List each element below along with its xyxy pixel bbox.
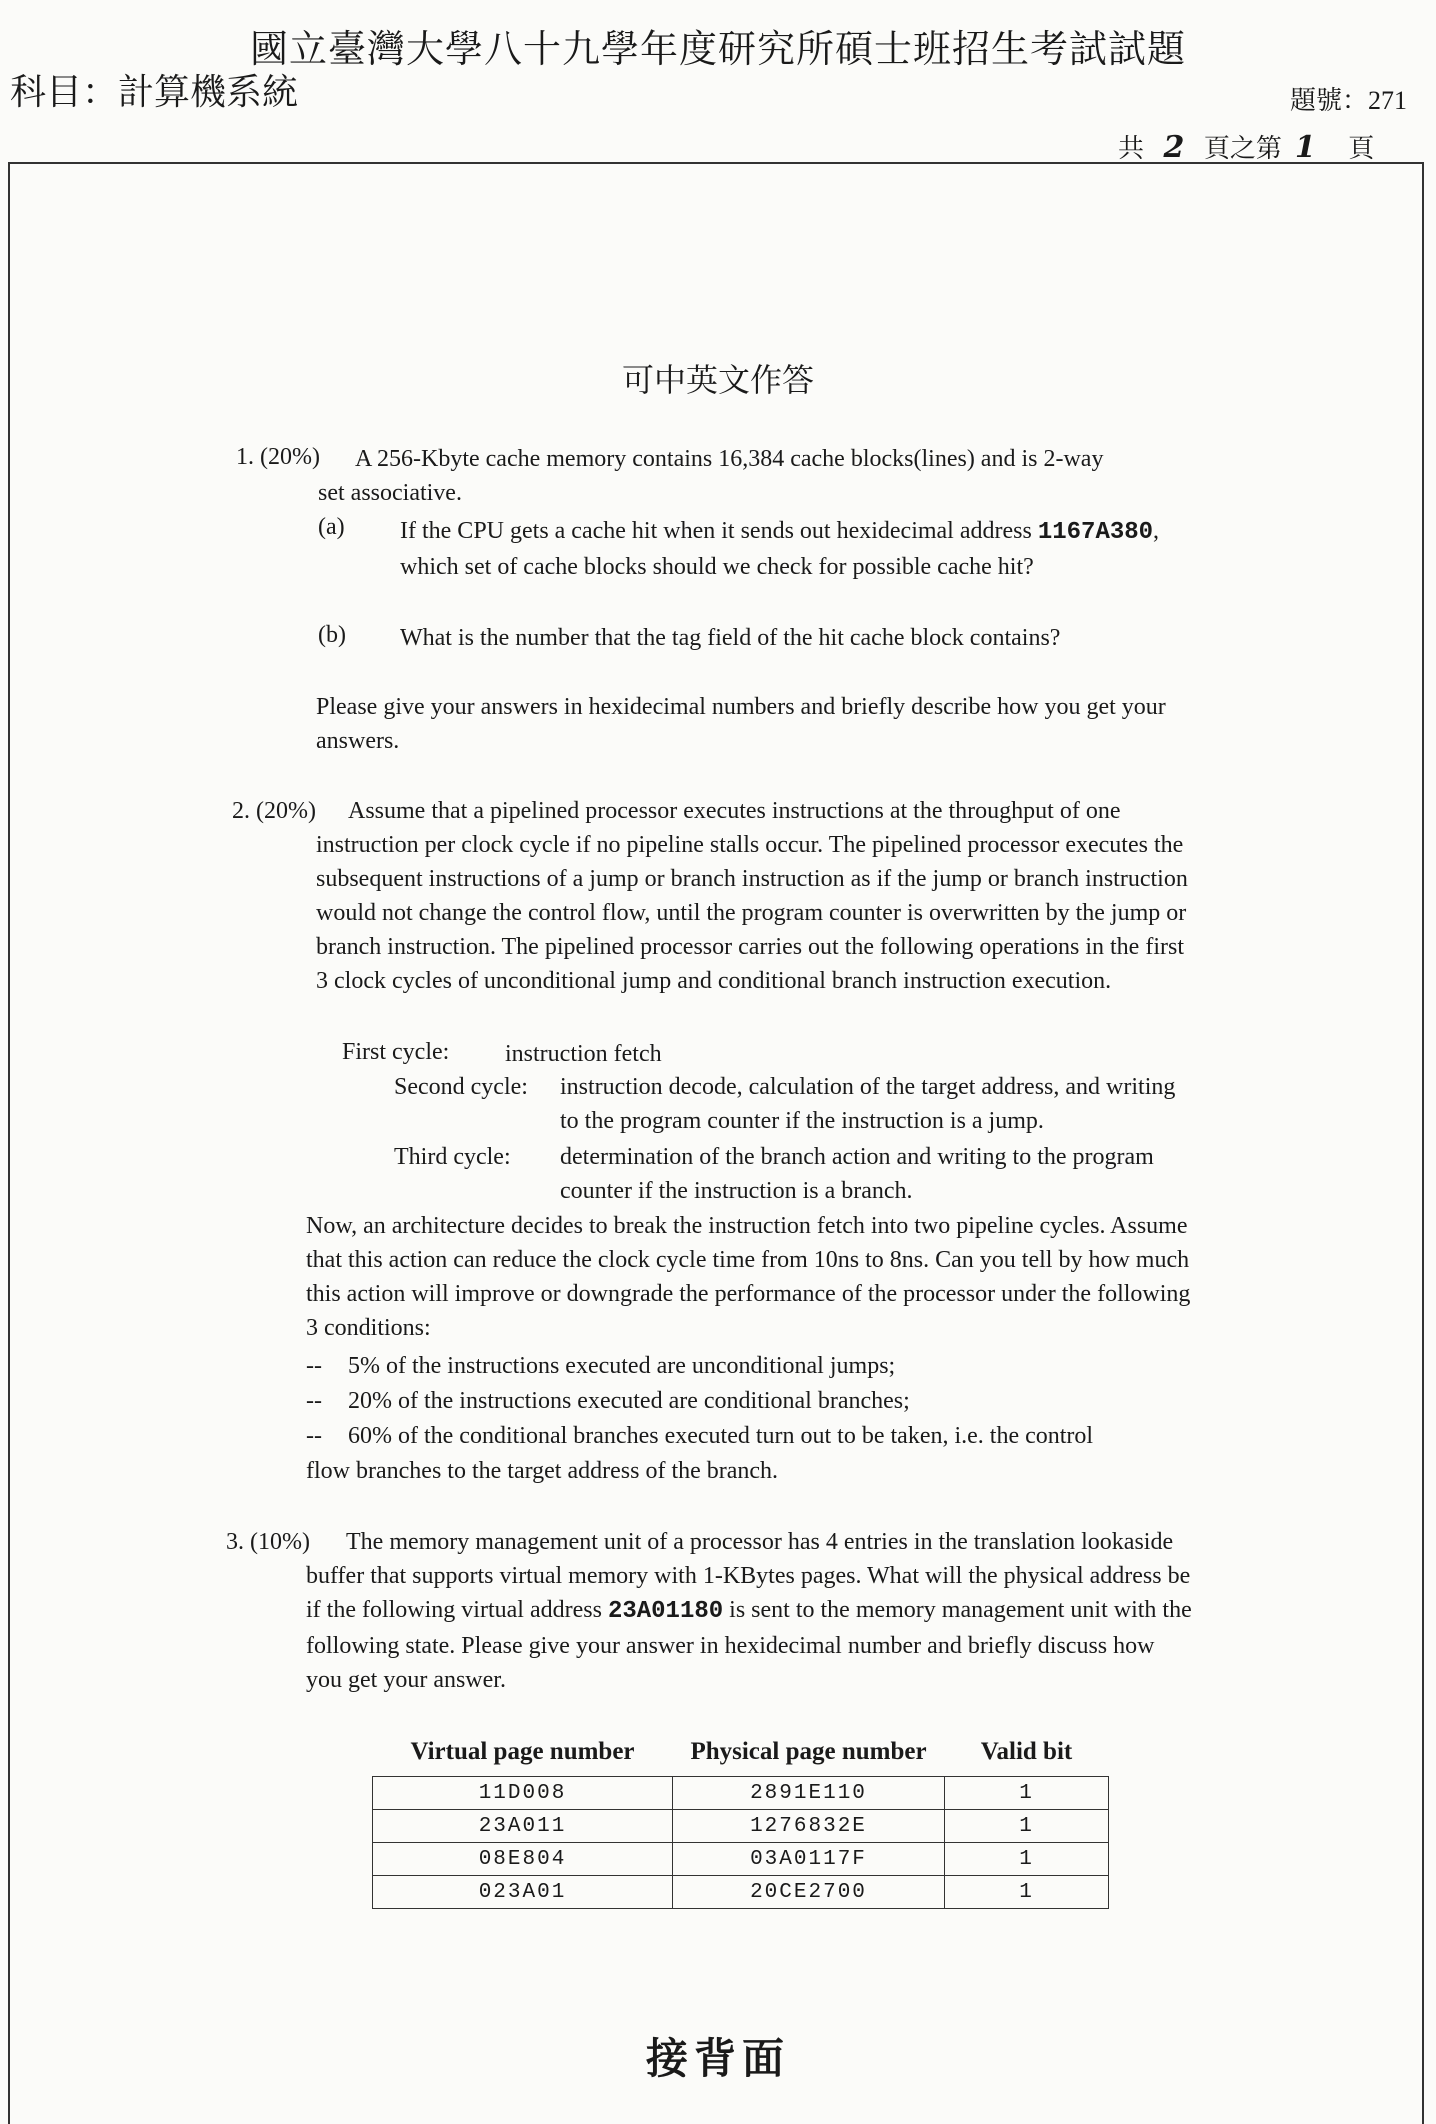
physical-page-cell: 20CE2700: [673, 1876, 945, 1909]
bullet3-text: 60% of the conditional branches executed turn out to be taken, i.e. the control: [348, 1423, 1094, 1449]
tlb-header-row: [373, 1738, 1109, 1777]
pages-total: 2: [1163, 130, 1185, 165]
virtual-page-cell: 11D008: [373, 1777, 673, 1810]
q2-paragraph: Assume that a pipelined processor executes instructions at the throughput of one instruction per clock cycle if no pipeline stalls occur. The pipelined processor executes the subsequent instructions of a jump or branch instruction as if the jump or branch instruction would not change the control flow, until the program counter is overwritten by the jump or branch instruction. The pipelined processor carries out the following operations in the first 3 clock cycles of unconditional jump and conditional branch instruction execution.: [316, 798, 1188, 994]
valid-bit-cell: 1: [945, 1843, 1109, 1876]
q1b-label: (b): [318, 622, 346, 648]
cycle3-text: determination of the branch action and writing to the program counter if the instruction is a branch.: [560, 1144, 1154, 1204]
table-row: [373, 1777, 1109, 1810]
tlb-table: [372, 1738, 1109, 1909]
q1-text-line1: A 256-Kbyte cache memory contains 16,384 cache blocks(lines) and is 2-way: [355, 446, 1104, 472]
q3-label: 3. (10%): [226, 1529, 310, 1555]
bullet2-dash: --: [306, 1388, 322, 1414]
subject-label: 科目：計算機系統: [10, 72, 299, 112]
exam-title: 國立臺灣大學八十九學年度研究所碩士班招生考試試題: [249, 29, 1186, 71]
q3-text-part1: The memory management unit of a processor has 4 entries in the translation lookaside buffer that supports virtual memory with 1-KBytes pages. What will the physical address be if the following virtual address: [306, 1529, 1191, 1623]
q1b-text: What is the number that the tag field of the hit cache block contains?: [400, 625, 1061, 651]
q3-address: 23A01180: [607, 1598, 724, 1625]
table-row: [373, 1876, 1109, 1909]
q2-label: 2. (20%): [232, 798, 316, 824]
cycle1-label: First cycle:: [342, 1039, 450, 1065]
cycle2-label: Second cycle:: [394, 1074, 528, 1100]
page-indicator: [1118, 128, 1374, 165]
bullet1-text: 5% of the instructions executed are unconditional jumps;: [348, 1353, 896, 1379]
answer-language-note: 可中英文作答: [621, 362, 814, 398]
bullet1-dash: --: [306, 1353, 322, 1379]
valid-bit-cell: 1: [945, 1777, 1109, 1810]
pages-prefix: 共: [1118, 134, 1145, 163]
q2-conditions-intro: Now, an architecture decides to break the instruction fetch into two pipeline cycles. Assume that this action can reduce the clock cycle time from 10ns to 8ns. Can you tell by how much this action will improve or downgrade the performance of the processor under the following 3 conditions:: [306, 1213, 1191, 1341]
q1a-text-part2: , which set of cache blocks should we check for possible cache hit?: [400, 518, 1160, 580]
valid-bit-cell: 1: [945, 1810, 1109, 1843]
pages-current: 1: [1294, 130, 1316, 165]
continue-on-back: 接背面: [645, 2037, 790, 2083]
header-valid-bit: Valid bit: [980, 1738, 1073, 1765]
q1a-address: 1167A380: [1037, 519, 1154, 546]
q3-text: [306, 1525, 1196, 1697]
q1a-label: (a): [318, 514, 345, 540]
header-physical-page: Physical page number: [690, 1738, 927, 1765]
virtual-page-cell: 023A01: [373, 1876, 673, 1909]
header-virtual-page: Virtual page number: [410, 1738, 635, 1765]
bullet3-dash: --: [306, 1423, 322, 1449]
pages-mid: 頁之第: [1203, 134, 1282, 163]
pages-suffix: 頁: [1348, 134, 1375, 163]
q1a-text-part1: If the CPU gets a cache hit when it sends out hexidecimal address: [400, 518, 1032, 544]
cycle1-text: instruction fetch: [505, 1041, 662, 1067]
virtual-page-cell: 23A011: [373, 1810, 673, 1843]
q1-text-line2: set associative.: [318, 480, 462, 506]
q1a-text: [400, 514, 1200, 584]
cycle3-label: Third cycle:: [394, 1144, 511, 1170]
q3-text-part2: is sent to the memory management unit with the following state. Please give your answer in hexidecimal number and briefly discuss how you get your answer.: [306, 1597, 1192, 1693]
q1-note: Please give your answers in hexidecimal numbers and briefly describe how you get your answers.: [316, 694, 1166, 754]
table-row: [373, 1810, 1109, 1843]
q1-label: 1. (20%): [236, 444, 320, 470]
physical-page-cell: 03A0117F: [673, 1843, 945, 1876]
virtual-page-cell: 08E804: [373, 1843, 673, 1876]
bullet3-continuation: flow branches to the target address of the branch.: [306, 1458, 779, 1484]
valid-bit-cell: 1: [945, 1876, 1109, 1909]
q2-text: [316, 794, 1196, 998]
table-row: [373, 1843, 1109, 1876]
physical-page-cell: 2891E110: [673, 1777, 945, 1810]
bullet2-text: 20% of the instructions executed are conditional branches;: [348, 1388, 910, 1414]
physical-page-cell: 1276832E: [673, 1810, 945, 1843]
cycle2-text: instruction decode, calculation of the target address, and writing to the program counter if the instruction is a jump.: [560, 1074, 1176, 1134]
question-number: 題號：271: [1290, 86, 1408, 115]
